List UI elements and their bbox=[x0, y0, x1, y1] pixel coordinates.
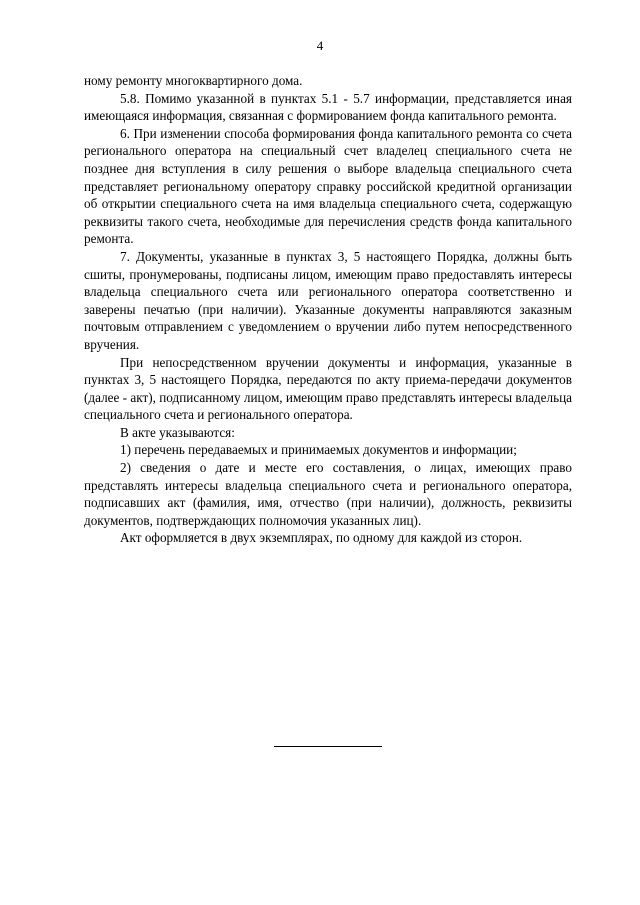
document-body bbox=[84, 72, 572, 547]
paragraph-6: 6. При изменении способа формирования фонда капитального ремонта со счета регионального оператора на специальный счет владелец специального счета не позднее дня вступления в силу решения о выборе владельца специального счета представляет региональному оператору справку российской кредитной организации об открытии специального счета на имя владельца специального счета, содержащую реквизиты такого счета, необходимые для перечисления средств фонда капитального ремонта. bbox=[84, 125, 572, 247]
paragraph-direct-delivery: При непосредственном вручении документы и информация, указанные в пунктах 3, 5 настоящего Порядка, передаются по акту приема-передачи документов (далее - акт), подписанному лицом, имеющим право представлять интересы владельца специального счета и регионального оператора. bbox=[84, 354, 572, 423]
paragraph-act-item-1: 1) перечень передаваемых и принимаемых документов и информации; bbox=[120, 442, 517, 458]
end-separator-line bbox=[274, 746, 382, 747]
paragraph-7: 7. Документы, указанные в пунктах 3, 5 настоящего Порядка, должны быть сшиты, пронумерованы, подписаны лицом, имеющим право предоставлять интересы владельца специального счета или регионального оператора соответственно и заверены печатью (при наличии). Указанные документы направляются заказным почтовым отправлением с уведомлением о вручении либо путем непосредственного вручения. bbox=[84, 248, 572, 352]
paragraph-act-copies: Акт оформляется в двух экземплярах, по одному для каждой из сторон. bbox=[120, 530, 523, 546]
paragraph-act-contents-intro: В акте указываются: bbox=[120, 424, 235, 440]
paragraph-5-8: 5.8. Помимо указанной в пунктах 5.1 - 5.7 информации, представляется иная имеющаяся информация, связанная с формированием фонда капитального ремонта. bbox=[84, 90, 572, 124]
paragraph-continuation: ному ремонту многоквартирного дома. bbox=[84, 73, 303, 88]
page-number: 4 bbox=[316, 38, 324, 53]
paragraph-act-item-2: 2) сведения о дате и месте его составления, о лицах, имеющих право представлять интересы владельца специального счета и регионального оператора, подписавших акт (фамилия, имя, отчество (при наличии), должность, реквизиты документов, подтверждающих полномочия указанных лиц). bbox=[84, 460, 572, 528]
